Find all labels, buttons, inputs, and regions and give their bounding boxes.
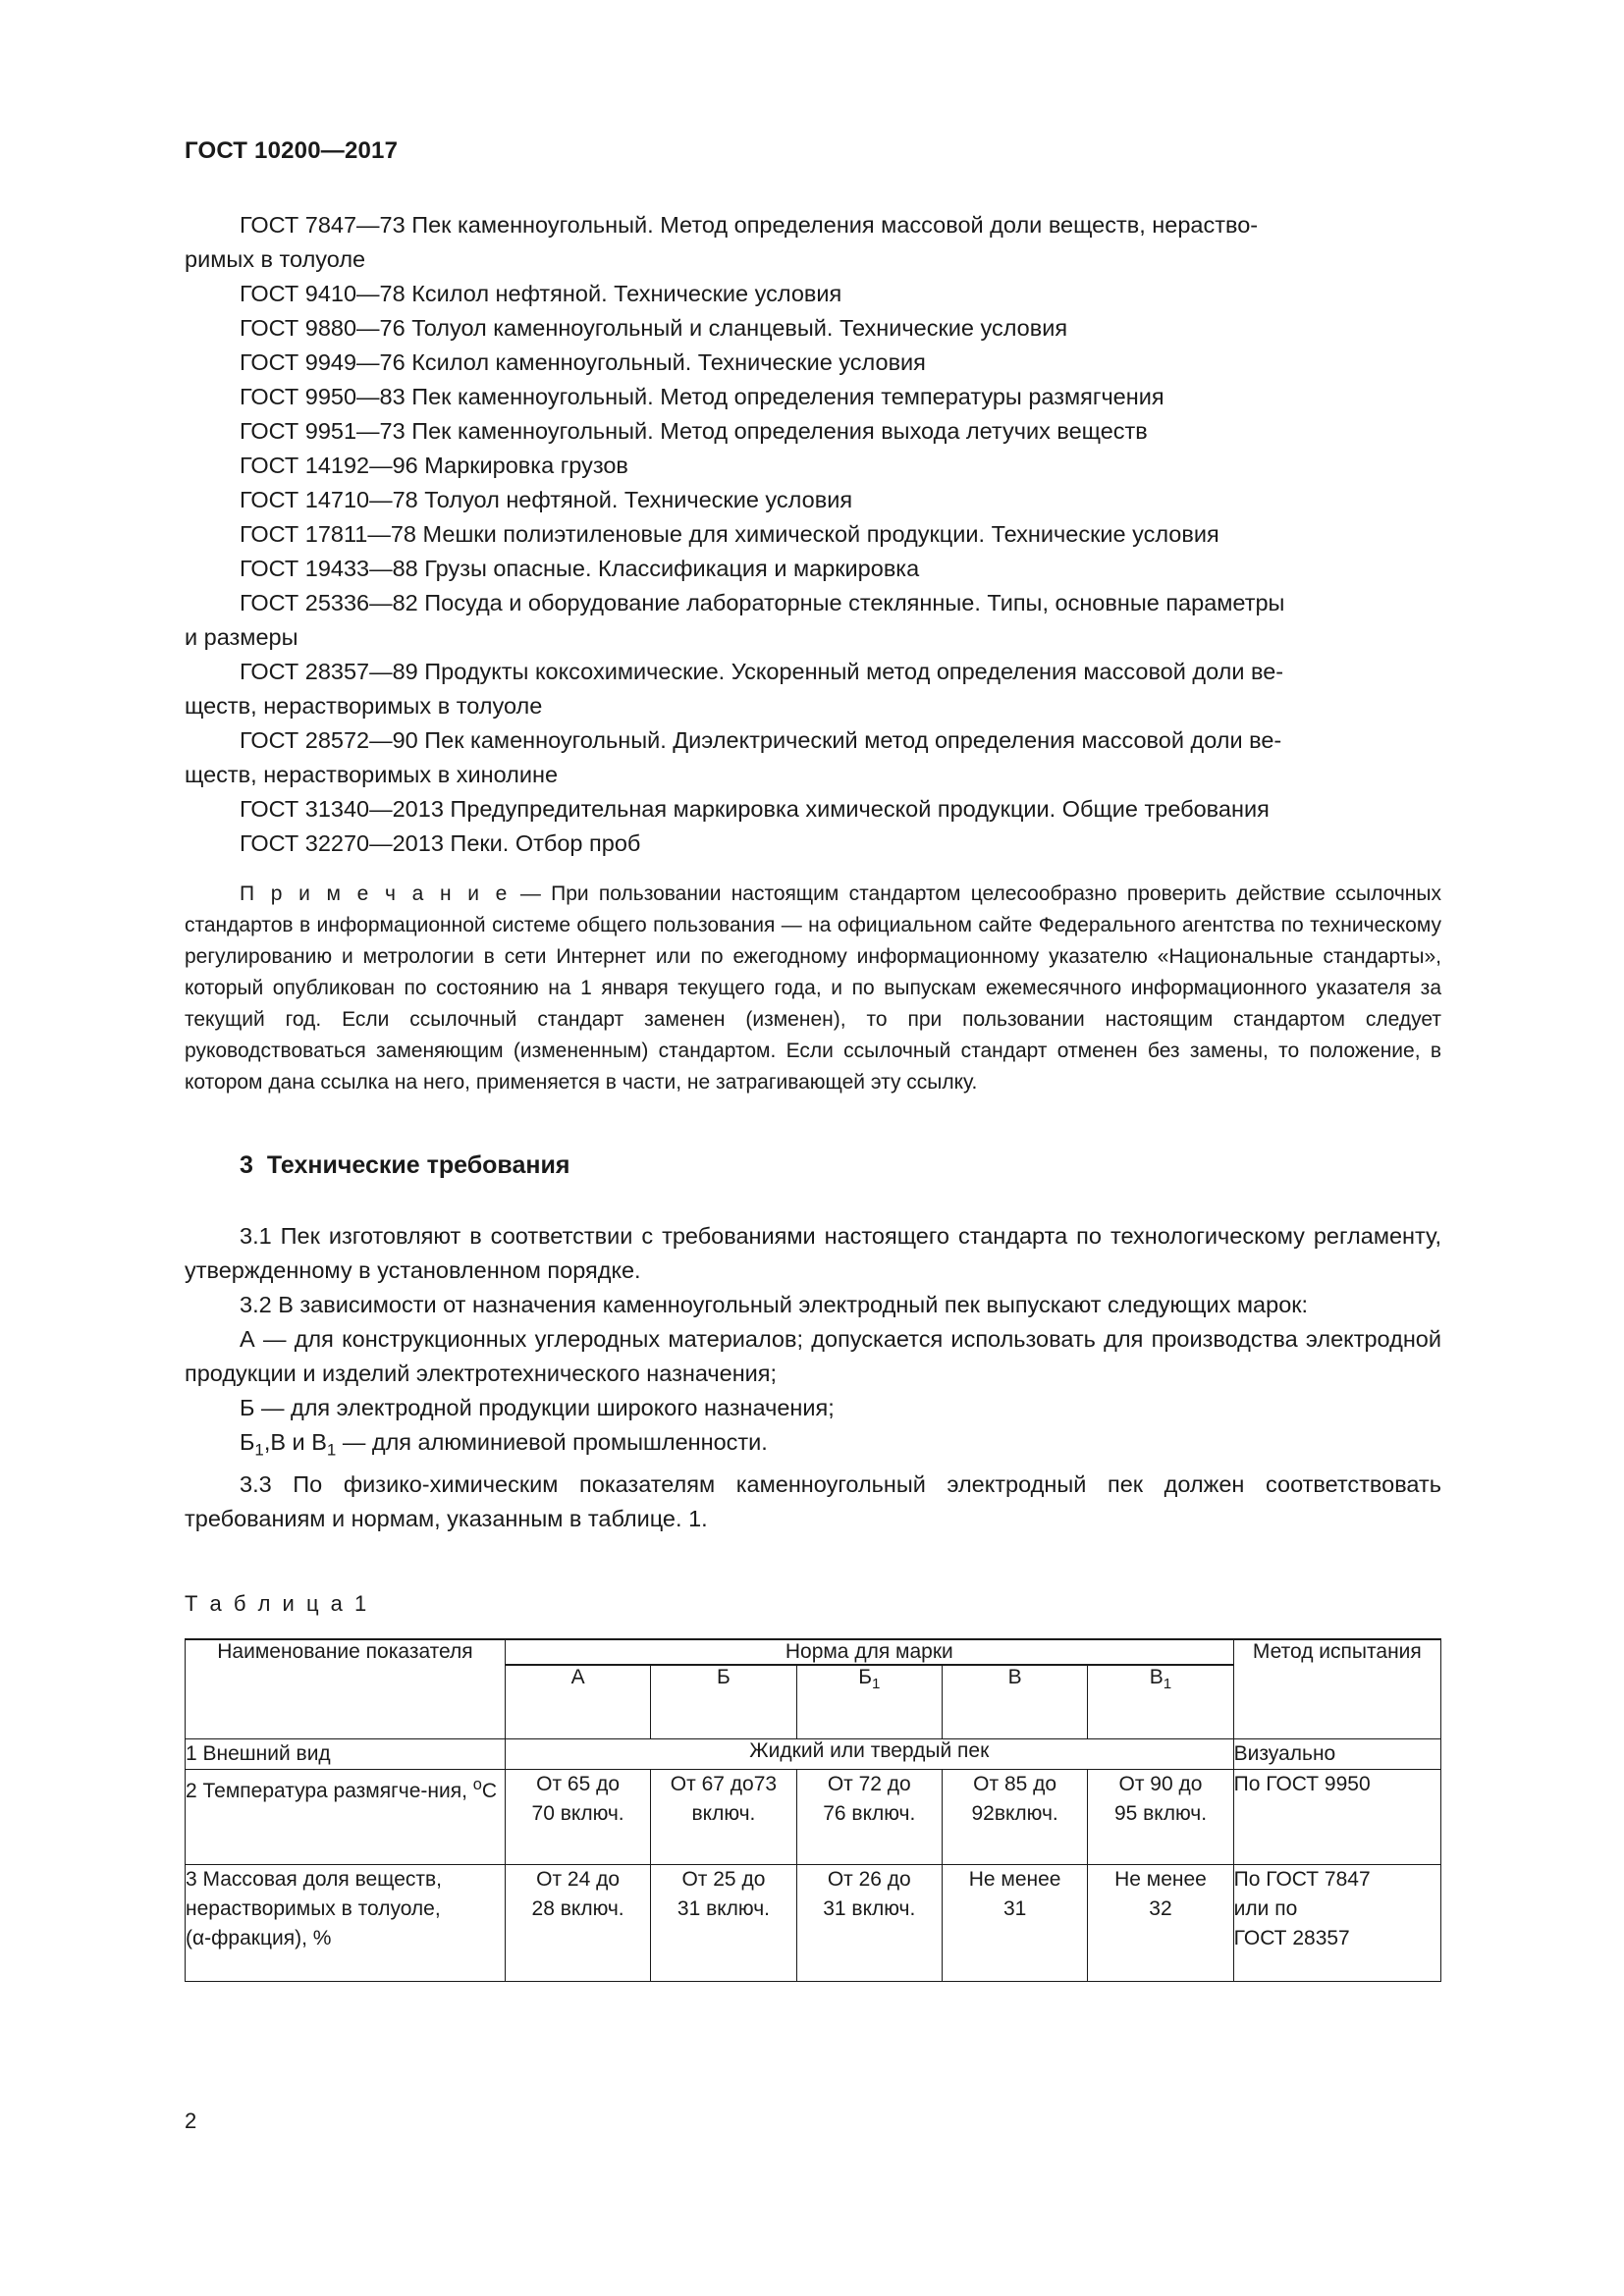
reference-title: Ксилол каменноугольный. Технические условия [411, 349, 926, 375]
grade-sub: 1 [871, 1675, 881, 1692]
reference-title: Толуол каменноугольный и сланцевый. Технические условия [411, 315, 1068, 341]
header-grade-v [942, 1665, 1087, 1739]
mark-v1-subscript: 1 [326, 1440, 337, 1460]
reference-title: Маркировка грузов [424, 453, 628, 478]
reference-title: Грузы опасные. Классификация и маркировка [424, 556, 920, 581]
header-method: Метод испытания [1233, 1639, 1440, 1739]
value-line2: 76 включ. [823, 1801, 916, 1825]
table-row [186, 1769, 1441, 1864]
reference-title: Пек каменноугольный. Метод определения выхода летучих веществ [411, 418, 1148, 444]
reference-title: Мешки полиэтиленовые для химической продукции. Технические условия [422, 521, 1219, 547]
value-line1: От 90 до [1118, 1772, 1203, 1795]
mark-b1-v-v1-description [185, 1425, 1441, 1468]
mark-b1-prefix: Б [240, 1429, 255, 1455]
page-number: 2 [185, 2109, 197, 2133]
reference-item-28572-line2: ществ, нерастворимых в хинолине [185, 762, 559, 787]
mark-b1-middle: ,В и В [263, 1429, 327, 1455]
reference-code: ГОСТ 9880—76 [240, 315, 406, 341]
grade-sub: 1 [1163, 1675, 1172, 1692]
reference-item [185, 449, 1441, 483]
note-paragraph [185, 879, 1441, 1098]
reference-title: Предупредительная маркировка химической продукции. Общие требования [450, 796, 1270, 822]
reference-title: Пек каменноугольный. Метод определения температуры размягчения [411, 384, 1164, 409]
row-3-value-b1 [796, 1864, 942, 1981]
row-3-value-a [505, 1864, 650, 1981]
note-dash: — [519, 882, 541, 905]
value-line1: Не менее [1114, 1867, 1207, 1891]
section-title-text: Технические требования [266, 1151, 570, 1179]
row-3-value-b [651, 1864, 796, 1981]
note-label: П р и м е ч а н и е [240, 882, 511, 905]
value-line2: 31 включ. [677, 1896, 770, 1920]
row-3-method [1233, 1864, 1440, 1981]
header-grade-b1 [796, 1665, 942, 1739]
reference-code: ГОСТ 9951—73 [240, 418, 406, 444]
paragraph-3-3: 3.3 По физико-химическим показателям каменноугольный электродный пек должен соответствовать требованиям и нормам, указанным в таблице. 1. [185, 1470, 1441, 1531]
table-row [186, 1864, 1441, 1981]
value-line1: От 65 до [536, 1772, 621, 1795]
value-line2: включ. [691, 1801, 756, 1825]
row-1-method: Визуально [1233, 1738, 1440, 1769]
section-number: 3 [240, 1151, 253, 1179]
reference-item-28357-line1: ГОСТ 28357—89 Продукты коксохимические. Ускоренный метод определения массовой доли ве- [240, 659, 1284, 684]
reference-code: ГОСТ 14710—78 [240, 487, 418, 512]
references-list [185, 208, 1441, 861]
value-line1: От 85 до [973, 1772, 1057, 1795]
reference-code: ГОСТ 19433—88 [240, 556, 418, 581]
paragraph-3-2: 3.2 В зависимости от назначения каменноугольный электродный пек выпускают следующих марок: [240, 1292, 1309, 1317]
value-line1: От 24 до [536, 1867, 621, 1891]
value-line2: 92включ. [971, 1801, 1058, 1825]
value-line2: 28 включ. [531, 1896, 624, 1920]
degree-symbol: о [472, 1775, 482, 1793]
table-header-row-1 [186, 1639, 1441, 1665]
value-line1: От 67 до73 [670, 1772, 778, 1795]
row-2-label-unit: С [481, 1779, 498, 1802]
reference-code: ГОСТ 9949—76 [240, 349, 406, 375]
mark-b-description: Б — для электродной продукции широкого назначения; [240, 1395, 835, 1420]
value-line1: От 72 до [827, 1772, 911, 1795]
reference-title: Пеки. Отбор проб [450, 830, 641, 856]
grade-base: Б [858, 1665, 872, 1688]
row-1-value-all-grades: Жидкий или твердый пек [505, 1738, 1233, 1769]
grade-base: А [570, 1665, 585, 1688]
row-3-value-v [942, 1864, 1087, 1981]
reference-item [185, 483, 1441, 517]
reference-item [185, 346, 1441, 380]
reference-code: ГОСТ 31340—2013 [240, 796, 444, 822]
header-grade-v1 [1088, 1665, 1233, 1739]
reference-item [185, 277, 1441, 311]
header-grade-b [651, 1665, 796, 1739]
reference-code: ГОСТ 32270—2013 [240, 830, 444, 856]
row-3-label-line2: нерастворимых в толуоле, [186, 1896, 441, 1920]
document-header: ГОСТ 10200—2017 [185, 137, 399, 164]
value-line1: От 26 до [827, 1867, 911, 1891]
row-2-value-a [505, 1769, 650, 1864]
reference-item-7847-line1: ГОСТ 7847—73 Пек каменноугольный. Метод определения массовой доли веществ, нераство- [240, 212, 1259, 238]
section-3-heading [185, 1151, 1441, 1180]
reference-code: ГОСТ 9410—78 [240, 281, 406, 306]
row-3-label-line3: (α-фракция), % [186, 1926, 332, 1949]
reference-item-28357-line2: ществ, нерастворимых в толуоле [185, 693, 543, 719]
row-3-label-line1: 3 Массовая доля веществ, [186, 1867, 443, 1891]
grade-base: В [1007, 1665, 1022, 1688]
row-2-value-v1 [1088, 1769, 1233, 1864]
reference-item-25336-line1: ГОСТ 25336—82 Посуда и оборудование лабораторные стеклянные. Типы, основные параметры [240, 590, 1285, 615]
row-2-label-line2: ния, [427, 1779, 473, 1802]
value-line2: 31 [1002, 1896, 1027, 1920]
reference-item [185, 311, 1441, 346]
row-1-label: 1 Внешний вид [186, 1738, 506, 1769]
method-line3: ГОСТ 28357 [1233, 1926, 1350, 1949]
grade-base: Б [717, 1665, 731, 1688]
row-2-method: По ГОСТ 9950 [1233, 1769, 1440, 1864]
method-line2: или по [1233, 1896, 1298, 1920]
value-line2: 31 включ. [823, 1896, 916, 1920]
reference-item [185, 792, 1441, 827]
reference-item [185, 552, 1441, 586]
reference-item [185, 517, 1441, 552]
mark-a-description: А — для конструкционных углеродных материалов; допускается использовать для производства электродной продукции и изделий электротехнического назначения; [185, 1326, 1441, 1386]
note-text: При пользовании настоящим стандартом целесообразно проверить действие ссылочных стандартов в информационной системе общего пользования — на официальном сайте Федерального агентства по техническому регулированию и метрологии в сети Интернет или по ежегодному информационному указателю «Национальные стандарты», который опубликован по состоянию на 1 января текущего года, и по выпускам ежемесячного информационного указателя за текущий год. Если ссылочный стандарт заменен (изменен), то при пользовании настоящим стандартом следует руководствоваться заменяющим (измененным) стандартом. Если ссылочный стандарт отменен без замены, то положение, в котором дана ссылка на него, применяется в части, не затрагивающей эту ссылку. [185, 882, 1441, 1094]
reference-code: ГОСТ 9950—83 [240, 384, 406, 409]
reference-item-7847-line2: римых в толуоле [185, 246, 366, 272]
row-3-label [186, 1864, 506, 1981]
mark-b1-suffix: — для алюминиевой промышленности. [336, 1429, 768, 1455]
table-row [186, 1738, 1441, 1769]
header-grade-a [505, 1665, 650, 1739]
page-content [185, 137, 1441, 1982]
reference-item-25336-line2: и размеры [185, 624, 298, 650]
reference-item [185, 827, 1441, 861]
row-2-value-v [942, 1769, 1087, 1864]
reference-title: Толуол нефтяной. Технические условия [424, 487, 853, 512]
row-3-value-v1 [1088, 1864, 1233, 1981]
mark-b1-subscript: 1 [254, 1440, 264, 1460]
row-2-value-b1 [796, 1769, 942, 1864]
table-caption: Т а б л и ц а 1 [185, 1590, 370, 1616]
row-2-label [186, 1769, 506, 1864]
value-line2: 70 включ. [531, 1801, 624, 1825]
reference-code: ГОСТ 17811—78 [240, 521, 417, 547]
paragraph-3-1: 3.1 Пек изготовляют в соответствии с требованиями настоящего стандарта по технологическому регламенту, утвержденному в установленном порядке. [185, 1223, 1441, 1283]
value-line2: 32 [1149, 1896, 1172, 1920]
requirements-table [185, 1638, 1441, 1982]
reference-item [185, 414, 1441, 449]
row-2-label-line1: 2 Температура размягче- [186, 1779, 428, 1802]
row-2-value-b [651, 1769, 796, 1864]
reference-item [185, 380, 1441, 414]
header-indicator: Наименование показателя [186, 1639, 506, 1739]
grade-base: В [1149, 1665, 1164, 1688]
header-norm-group: Норма для марки [505, 1639, 1233, 1665]
value-line2: 95 включ. [1113, 1801, 1208, 1825]
reference-code: ГОСТ 14192—96 [240, 453, 418, 478]
reference-title: Ксилол нефтяной. Технические условия [411, 281, 842, 306]
reference-item-28572-line1: ГОСТ 28572—90 Пек каменноугольный. Диэлектрический метод определения массовой доли ве- [240, 727, 1282, 753]
value-line1: Не менее [968, 1867, 1061, 1891]
method-line1: По ГОСТ 7847 [1233, 1867, 1371, 1891]
value-line1: От 25 до [681, 1867, 766, 1891]
